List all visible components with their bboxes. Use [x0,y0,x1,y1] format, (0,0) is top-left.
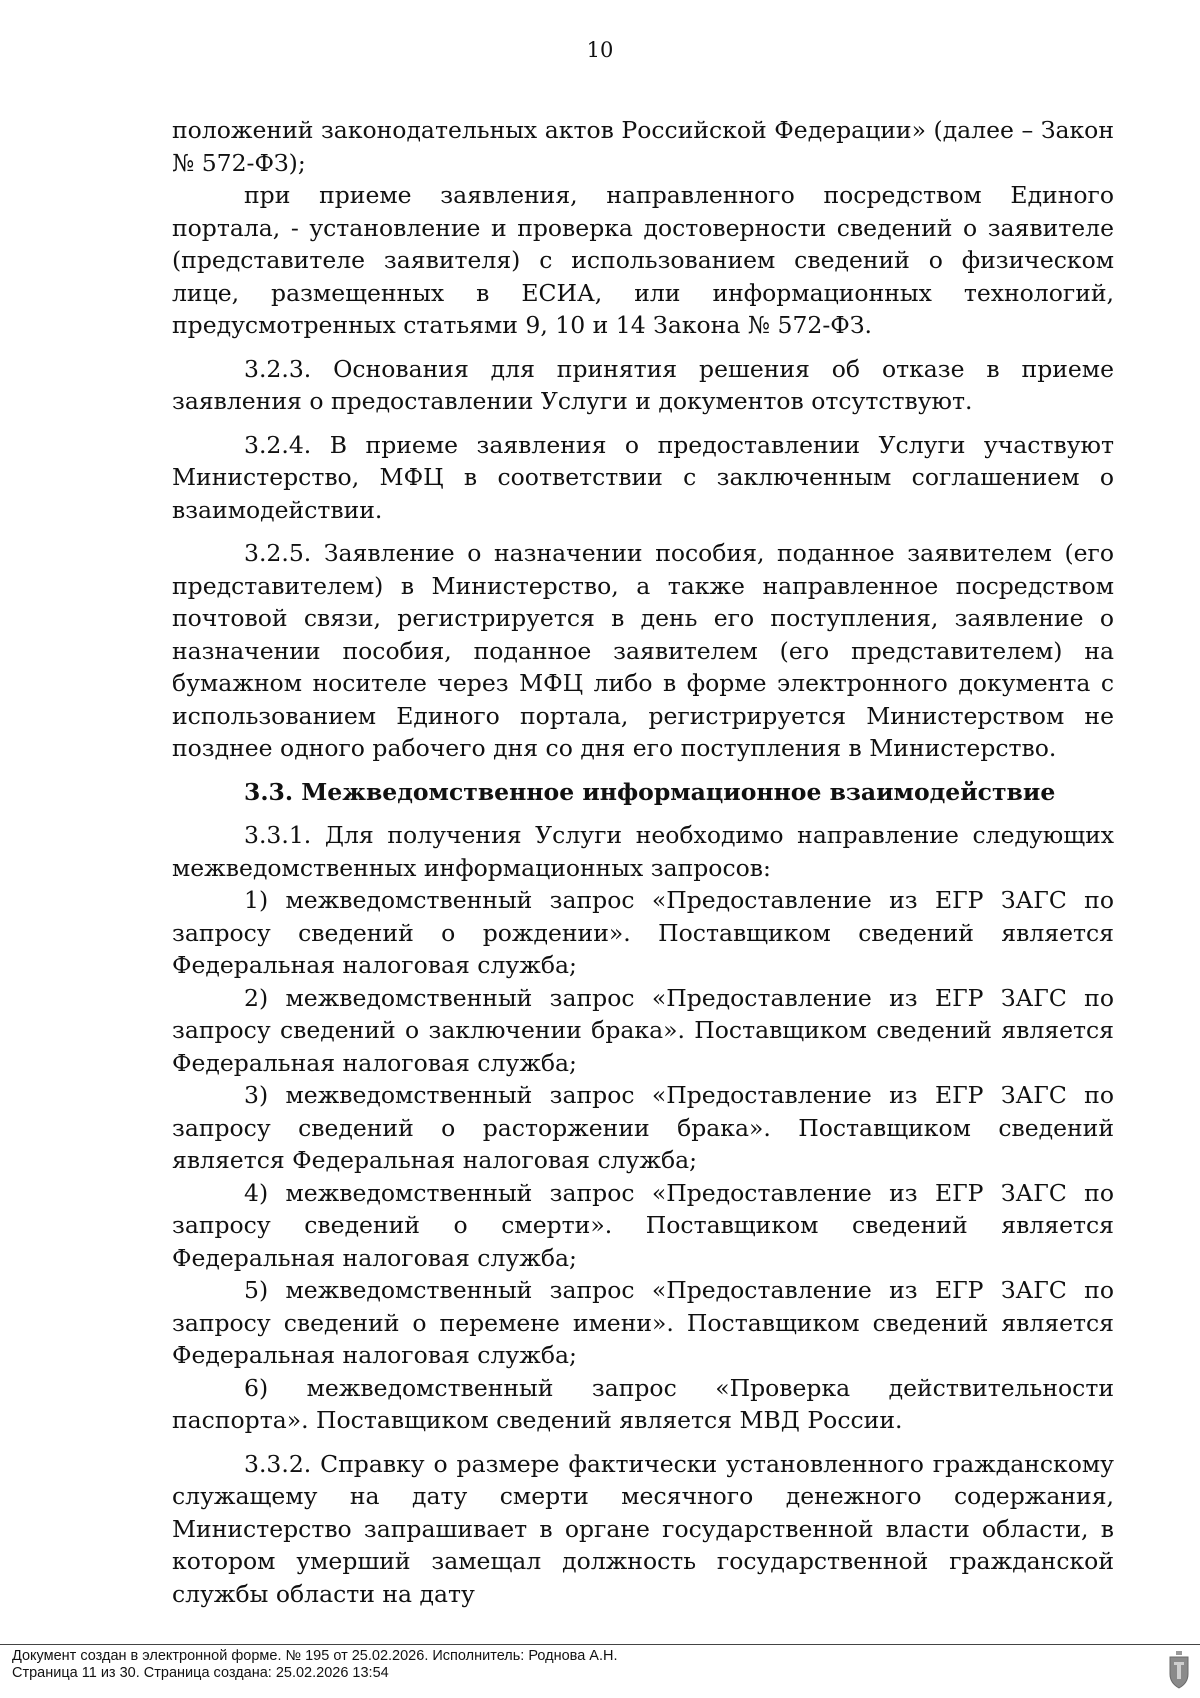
footer-divider [0,1644,1200,1645]
paragraph: положений законодательных актов Российской Федерации» (далее – Закон № 572-ФЗ); [172,116,1114,177]
page-number: 10 [586,38,614,62]
list-item: 5) межведомственный запрос «Предоставление из ЕГР ЗАГС по запросу сведений о перемене имени». Поставщиком сведений является Федеральная налоговая служба; [172,1276,1114,1369]
footer-line-1: Документ создан в электронной форме. № 195 от 25.02.2026. Исполнитель: Роднова А.Н. [12,1648,618,1664]
list-item: 4) межведомственный запрос «Предоставление из ЕГР ЗАГС по запросу сведений о смерти». Поставщиком сведений является Федеральная налоговая служба; [172,1178,1114,1272]
paragraph-3-3-2: 3.3.2. Справку о размере фактически установленного гражданскому служащему на дату смерти месячного денежного содержания, Министерство запрашивает в органе государственной власти области, в котором умерший замещал должность государственной гражданской службы области на дату [172,1449,1114,1608]
list-item: 3) межведомственный запрос «Предоставление из ЕГР ЗАГС по запросу сведений о расторжении брака». Поставщиком сведений является Федеральная налоговая служба; [172,1081,1114,1174]
footer-line-2: Страница 11 из 30. Страница создана: 25.02.2026 13:54 [12,1665,389,1681]
coat-of-arms-icon [1168,1650,1190,1690]
paragraph-3-3-1: 3.3.1. Для получения Услуги необходимо направление следующих межведомственных информационных запросов: [172,821,1114,882]
list-item: 2) межведомственный запрос «Предоставление из ЕГР ЗАГС по запросу сведений о заключении брака». Поставщиком сведений является Федеральная налоговая служба; [172,983,1114,1077]
paragraph-3-2-3: 3.2.3. Основания для принятия решения об отказе в приеме заявления о предоставлении Услуги и документов отсутствуют. [172,354,1114,415]
list-item: 1) межведомственный запрос «Предоставление из ЕГР ЗАГС по запросу сведений о рождении». Поставщиком сведений является Федеральная налоговая служба; [172,886,1114,979]
paragraph-3-2-5: 3.2.5. Заявление о назначении пособия, поданное заявителем (его представителем) в Министерство, а также направленное посредством почтовой связи, регистрируется в день его поступления, заявление о назначении пособия, поданное заявителем (его представителем) на бумажном носителе через МФЦ либо в форме электронного документа с использованием Единого портала, регистрируется Министерством не позднее одного рабочего дня со дня его поступления в Министерство. [172,539,1114,762]
document-footer [12,1648,618,1682]
section-heading: 3.3. Межведомственное информационное взаимодействие [244,777,1056,806]
paragraph: при приеме заявления, направленного посредством Единого портала, - установление и проверка достоверности сведений о заявителе (представителе заявителя) с использованием сведений о физическом лице, размещенных в ЕСИА, или информационных технологий, предусмотренных статьями 9, 10 и 14 Закона № 572-ФЗ. [172,181,1114,339]
list-item: 6) межведомственный запрос «Проверка действительности паспорта». Поставщиком сведений является МВД России. [172,1373,1114,1434]
document-body [172,114,1114,1610]
paragraph-3-2-4: 3.2.4. В приеме заявления о предоставлении Услуги участвуют Министерство, МФЦ в соответствии с заключенным соглашением о взаимодействии. [172,430,1114,524]
